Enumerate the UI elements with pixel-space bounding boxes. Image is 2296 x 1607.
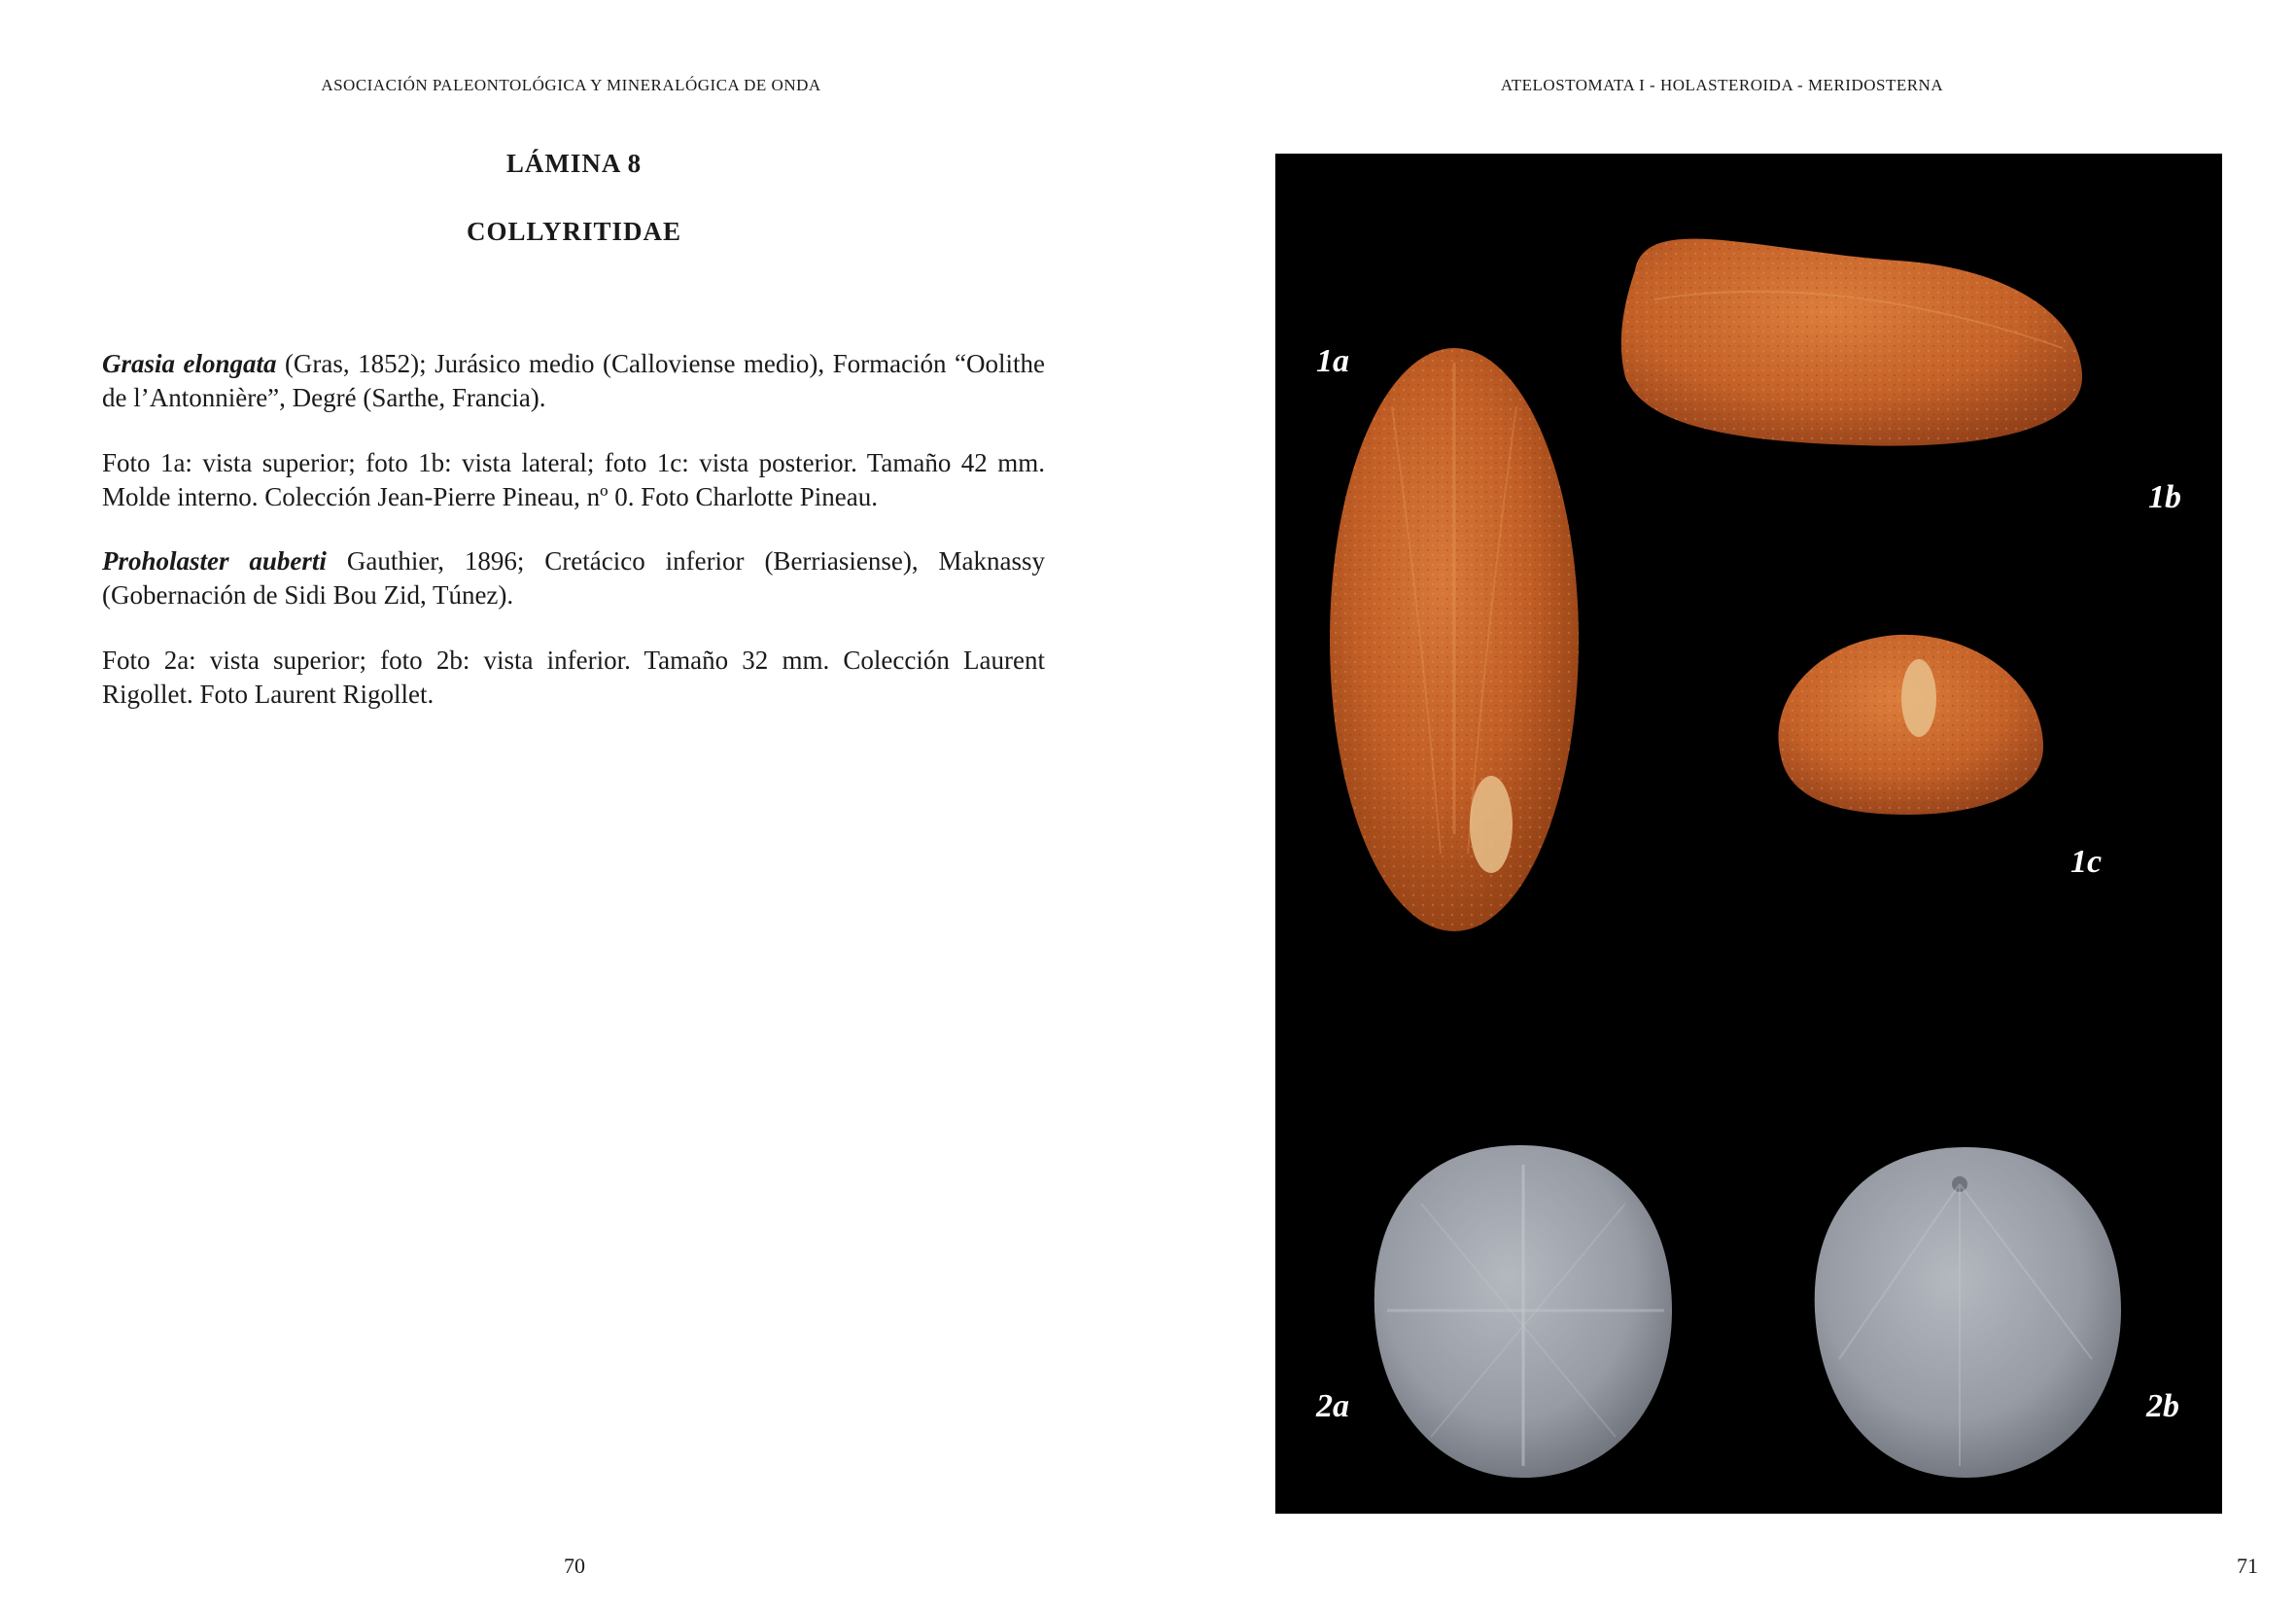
caption-paragraph-2 <box>102 446 1045 514</box>
caption-paragraph-1 <box>102 347 1045 415</box>
page-number-left: 70 <box>564 1554 585 1578</box>
specimen-2b <box>1815 1147 2121 1478</box>
species-name-proholaster: Proholaster auberti <box>102 546 327 576</box>
figure-label-1a: 1a <box>1316 343 1349 379</box>
specimen-1b <box>1621 239 2082 446</box>
photo-plate <box>1275 154 2222 1514</box>
caption-text-2: Foto 1a: vista superior; foto 1b: vista lateral; foto 1c: vista posterior. Tamaño 42 mm. Molde interno. Colección Jean-Pierre Pineau, nº 0. Foto Charlotte Pineau. <box>102 448 1045 511</box>
caption-paragraph-3 <box>102 544 1045 612</box>
running-head-right-text: ATELOSTOMATA I - HOLASTEROIDA - MERIDOSTERNA <box>1500 76 1944 94</box>
caption-paragraph-4 <box>102 644 1045 712</box>
family-heading: COLLYRITIDAE <box>466 217 682 246</box>
caption-text-1: (Gras, 1852); Jurásico medio (Calloviense medio), Formación “Oolithe de l’Antonnière”, Degré (Sarthe, Francia). <box>102 349 1045 412</box>
running-head-left <box>0 76 1148 95</box>
figure-label-2a: 2a <box>1316 1388 1349 1424</box>
caption-text-4: Foto 2a: vista superior; foto 2b: vista inferior. Tamaño 32 mm. Colección Laurent Rigollet. Foto Laurent Rigollet. <box>102 646 1045 709</box>
figure-label-1c: 1c <box>2070 844 2103 880</box>
running-head-left-text: ASOCIACIÓN PALEONTOLÓGICA Y MINERALÓGICA DE ONDA <box>321 76 821 94</box>
specimen-1a <box>1330 348 1579 931</box>
specimen-photos <box>1275 154 2222 1514</box>
plate-title: LÁMINA 8 <box>505 149 643 178</box>
specimen-1c <box>1779 635 2043 815</box>
specimen-2a <box>1374 1145 1672 1478</box>
species-name-grasia: Grasia elongata <box>102 349 277 378</box>
caption-text-3: Gauthier, 1896; Cretácico inferior (Berriasiense), Maknassy (Gobernación de Sidi Bou Zid, Túnez). <box>102 546 1046 610</box>
figure-label-1b: 1b <box>2148 479 2181 515</box>
page-number-right: 71 <box>2237 1554 2258 1578</box>
running-head-right <box>1148 76 2296 95</box>
figure-label-2b: 2b <box>2146 1388 2179 1424</box>
